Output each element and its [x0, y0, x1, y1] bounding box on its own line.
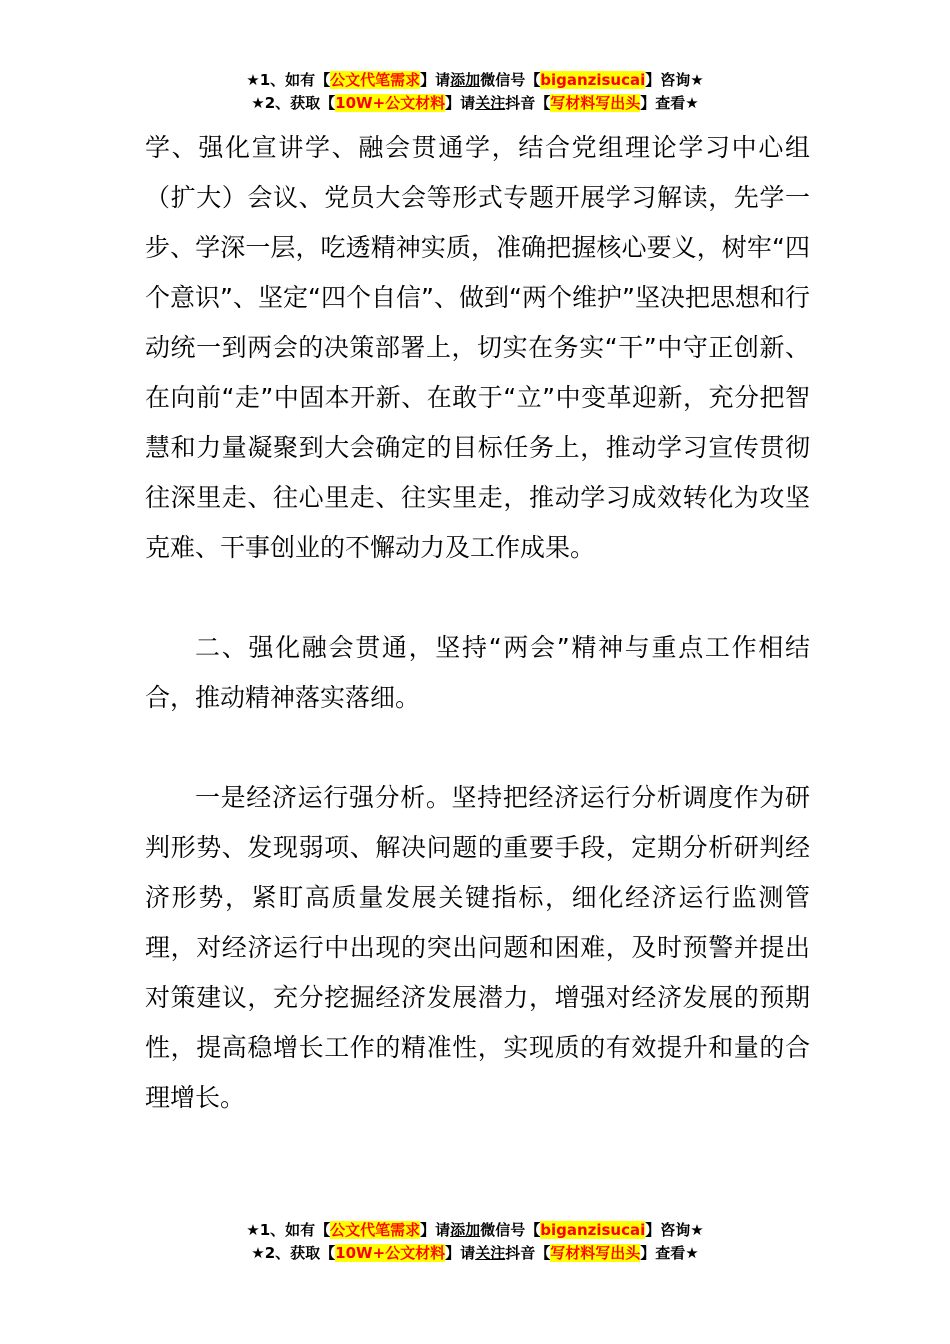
ad-text: 2、获取【	[264, 1244, 336, 1262]
ad-text: 1、如有【	[259, 71, 331, 89]
ad-text: 抖音【	[505, 1244, 551, 1262]
star-icon: ★	[251, 1244, 265, 1262]
ad-text: 】咨询	[645, 71, 691, 89]
ad-text: 】请	[445, 94, 476, 112]
ad-underlined-text: 关注	[475, 1244, 506, 1262]
star-icon: ★	[685, 94, 699, 112]
ad-highlight-wechat-id: biganzisucai	[540, 1221, 646, 1239]
ad-text: 】请	[420, 71, 451, 89]
star-icon: ★	[685, 1244, 699, 1262]
footer-ad-line-2	[0, 1242, 950, 1265]
ad-text: 微信号【	[480, 71, 541, 89]
footer-ad-line-1	[0, 1219, 950, 1242]
star-icon: ★	[251, 94, 265, 112]
ad-highlight-douyin: 写材料写出头	[550, 1244, 641, 1262]
ad-highlight-douyin: 写材料写出头	[550, 94, 641, 112]
ad-text: 】查看	[640, 94, 686, 112]
ad-text: 】请	[445, 1244, 476, 1262]
body-paragraph-3: 一是经济运行强分析。坚持把经济运行分析调度作为研判形势、发现弱项、解决问题的重要手段，定期分析研判经济形势，紧盯高质量发展关键指标，细化经济运行监测管理，对经济运行中出现的突出问题和困难，及时预警并提出对策建议，充分挖掘经济发展潜力，增强对经济发展的预期性，提高稳增长工作的精准性，实现质的有效提升和量的合理增长。	[145, 783, 810, 1112]
ad-text: 】查看	[640, 1244, 686, 1262]
ad-highlight-materials: 10W+公文材料	[335, 94, 446, 112]
ad-highlight-service: 公文代笔需求	[330, 1221, 421, 1239]
header-ad-line-2	[0, 92, 950, 115]
ad-underlined-text: 添加	[450, 1221, 481, 1239]
ad-text: 2、获取【	[264, 94, 336, 112]
ad-underlined-text: 添加	[450, 71, 481, 89]
ad-text: 】请	[420, 1221, 451, 1239]
header-ad-line-1	[0, 69, 950, 92]
star-icon: ★	[246, 1221, 260, 1239]
star-icon: ★	[690, 1221, 704, 1239]
ad-underlined-text: 关注	[475, 94, 506, 112]
footer-ad-banner	[0, 1219, 950, 1265]
ad-text: 抖音【	[505, 94, 551, 112]
header-ad-banner	[0, 69, 950, 115]
document-body	[145, 123, 810, 1123]
section-heading-2: 二、强化融会贯通，坚持“两会”精神与重点工作相结合，推动精神落实落细。	[145, 633, 810, 712]
ad-highlight-wechat-id: biganzisucai	[540, 71, 646, 89]
ad-highlight-materials: 10W+公文材料	[335, 1244, 446, 1262]
star-icon: ★	[246, 71, 260, 89]
ad-highlight-service: 公文代笔需求	[330, 71, 421, 89]
ad-text: 】咨询	[645, 1221, 691, 1239]
ad-text: 1、如有【	[259, 1221, 331, 1239]
star-icon: ★	[690, 71, 704, 89]
body-paragraph-1: 学、强化宣讲学、融会贯通学，结合党组理论学习中心组（扩大）会议、党员大会等形式专题开展学习解读，先学一步、学深一层，吃透精神实质，准确把握核心要义，树牢“四个意识”、坚定“四个自信”、做到“两个维护”坚决把思想和行动统一到两会的决策部署上，切实在务实“干”中守正创新、在向前“走”中固本开新、在敢于“立”中变革迎新，充分把智慧和力量凝聚到大会确定的目标任务上，推动学习宣传贯彻往深里走、往心里走、往实里走，推动学习成效转化为攻坚克难、干事创业的不懈动力及工作成果。	[145, 133, 810, 562]
ad-text: 微信号【	[480, 1221, 541, 1239]
